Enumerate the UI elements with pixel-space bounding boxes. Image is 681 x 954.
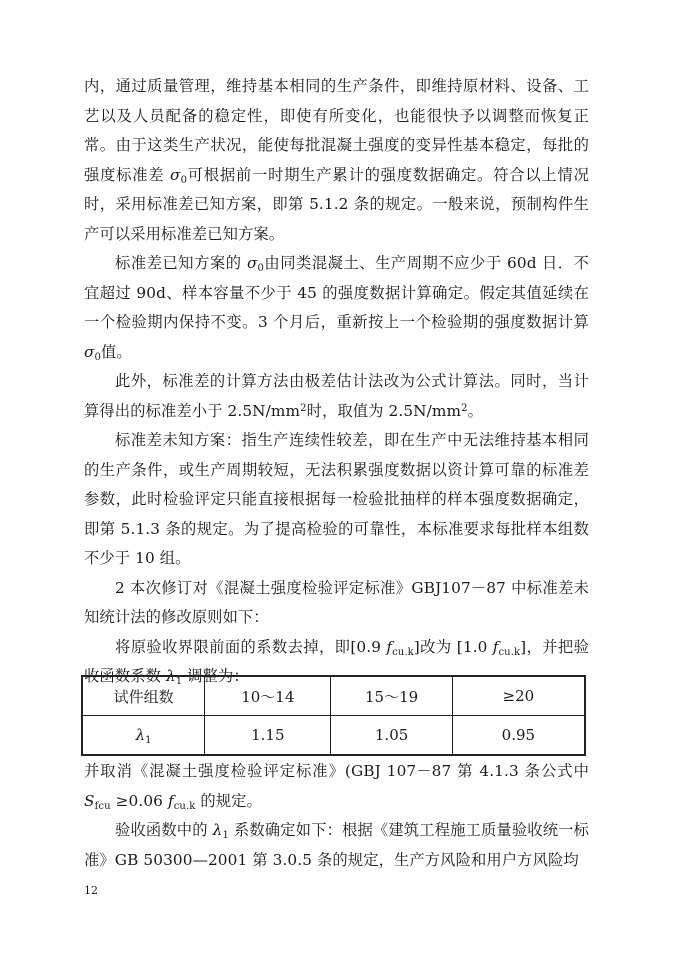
- text-run: 并取消《混凝土强度检验评定标准》(GBJ 107－87 第 4.1.3 条公式中: [84, 762, 589, 780]
- formula-fragment: f: [492, 637, 499, 656]
- text-run: ]改为 [1.0: [413, 637, 493, 656]
- paragraph: [84, 574, 589, 633]
- table-cell: 1.15: [205, 716, 331, 756]
- formula-fragment: λ: [165, 667, 176, 685]
- lambda-symbol: λ: [135, 726, 146, 744]
- formula-fragment: f: [167, 791, 174, 810]
- text-run: ]，并把验收函数系数: [84, 637, 590, 685]
- text-run: 标准差未知方案：指生产连续性较差，即在生产中无法维持基本相同的生产条件，或生产周期较短，无法积累强度数据以资计算可靠的标准差参数，此时检验评定只能直接根据每一检验批抽样的样本强度数据确定，即第 5.1.3 条的规定。为了提高检验的可靠性，本标准要求每批样本组数不少于 10 组。: [84, 431, 589, 567]
- paragraph: [84, 249, 589, 367]
- paragraph: [84, 757, 589, 816]
- formula-fragment: λ: [212, 821, 223, 839]
- text-run: 2 本次修订对《混凝土强度检验评定标准》GBJ107－87 中标准差未知统计法的修改原则如下：: [84, 578, 589, 626]
- formula-fragment: cu.k: [392, 646, 414, 658]
- formula-fragment: 0: [257, 263, 264, 274]
- table-cell: 1.05: [331, 716, 452, 756]
- text-run: 。: [467, 401, 483, 420]
- formula-fragment: 1: [175, 676, 183, 687]
- text-run: 的规定。: [195, 791, 262, 810]
- formula-fragment: S: [84, 791, 95, 810]
- table-header-row: [82, 676, 585, 716]
- table-header-cell: 试件组数: [82, 676, 205, 716]
- table-row-label: [82, 716, 205, 756]
- table-header-cell: 10～14: [205, 676, 331, 716]
- body-text-continued: [84, 757, 589, 875]
- lambda-coefficient-table: [81, 675, 586, 756]
- formula-fragment: 1: [222, 830, 229, 841]
- table-header-cell: 15～19: [331, 676, 452, 716]
- body-text: [84, 72, 589, 692]
- formula-fragment: cu.k: [498, 646, 521, 658]
- table-header-cell: ≥20: [452, 676, 585, 716]
- table-cell: 0.95: [452, 716, 585, 756]
- text-run: 由同类混凝土、生产周期不应少于 60d 日．不宜超过 90d、样本容量不少于 45 的强度数据计算确定。假定其值延续在一个检验期内保持不变。3 个月后，重新按上一个检验期的强度数据计算: [84, 254, 589, 331]
- text-run: 标准差已知方案的: [115, 254, 247, 272]
- formula-fragment: fcu: [94, 800, 111, 812]
- paragraph: [84, 367, 589, 426]
- text-run: ≥0.06: [110, 791, 168, 810]
- formula-fragment: f: [386, 637, 393, 656]
- formula-fragment: 2: [300, 402, 307, 414]
- text-run: 系数确定如下：根据《建筑工程施工质量验收统一标准》GB 50300—2001 第 3.0.5 条的规定，生产方风险和用户方风险均: [84, 821, 589, 869]
- formula-fragment: cu.k: [173, 800, 196, 812]
- lambda-subscript: 1: [145, 735, 152, 746]
- page-number: 12: [84, 884, 98, 897]
- text-run: 时，取值为 2.5N/mm: [306, 401, 462, 420]
- paragraph: [84, 816, 589, 875]
- table-row: [82, 716, 585, 756]
- formula-fragment: 2: [461, 402, 468, 414]
- formula-fragment: σ: [170, 165, 181, 184]
- formula-fragment: σ: [84, 342, 95, 361]
- paragraph: [84, 426, 589, 574]
- formula-fragment: 0: [180, 174, 188, 186]
- text-run: 调整为：: [182, 667, 249, 685]
- text-run: 内，通过质量管理，维持基本相同的生产条件，即维持原材料、设备、工艺以及人员配备的稳定性，即使有所变化，也能很快予以调整而恢复正常。由于这类生产状况，能使每批混凝土强度的变异性基本稳定，每批的强度标准差: [84, 77, 589, 184]
- text-run: 验收函数中的: [115, 821, 213, 839]
- text-run: 可根据前一时期生产累计的强度数据确定。符合以上情况时，采用标准差已知方案，即第 5.1.2 条的规定。一般来说，预制构件生产可以采用标准差已知方案。: [84, 165, 589, 243]
- formula-fragment: 0: [94, 351, 102, 363]
- text-run: 将原验收界限前面的系数去掉，即[0.9: [115, 637, 387, 656]
- paragraph: [84, 72, 589, 249]
- text-run: 值。: [101, 342, 132, 361]
- text-run: 此外，标准差的计算方法由极差估计法改为公式计算法。同时，当计算得出的标准差小于 2.5N/mm: [84, 372, 589, 420]
- formula-fragment: σ: [246, 254, 258, 272]
